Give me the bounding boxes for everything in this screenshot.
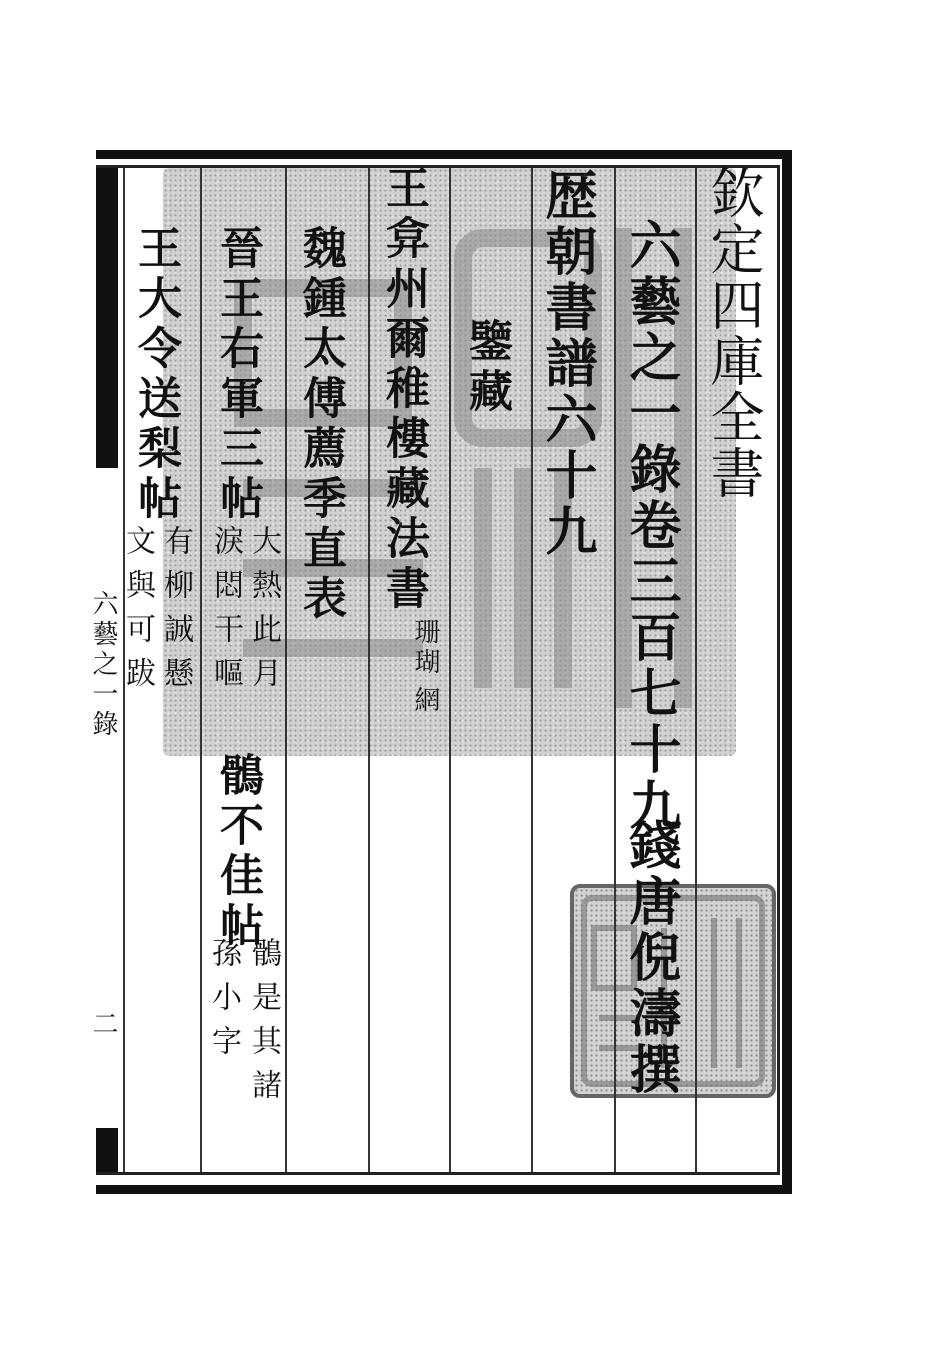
entry-title: 王弇州爾稚樓藏法書 xyxy=(378,165,429,615)
frame-inner-right-rule xyxy=(777,165,780,1175)
column-rule xyxy=(368,168,370,1172)
category-label: 鑒藏 xyxy=(461,318,512,418)
entry-title: 晉王右軍三帖 xyxy=(212,225,263,525)
column-rule xyxy=(449,168,451,1172)
entry-note: 大熱此月 xyxy=(246,525,281,701)
fold-title: 六藝之一錄 xyxy=(88,590,118,740)
entry-title: 王大令送梨帖 xyxy=(130,225,181,525)
entry-title: 鶻不佳帖 xyxy=(212,752,263,952)
section-line: 歴朝書譜六十九 xyxy=(536,168,597,560)
column-rule xyxy=(285,168,287,1172)
entry-note: 文與可跋 xyxy=(120,525,155,701)
entry-note: 鶻是其諸 xyxy=(246,937,281,1113)
author-line: 錢唐倪濤撰 xyxy=(620,818,681,1098)
fold-black-bar xyxy=(96,1128,118,1172)
entry-note: 珊瑚 xyxy=(410,618,440,678)
series-title: 欽定四庫全書 xyxy=(702,165,765,501)
entry-note: 網 xyxy=(410,686,440,716)
column-rule xyxy=(200,168,202,1172)
entry-note: 有柳誠懸 xyxy=(158,525,193,701)
book-volume-line: 六藝之一錄卷三百七十九 xyxy=(620,218,681,834)
column-rule xyxy=(531,168,533,1172)
fold-black-bar xyxy=(96,168,118,468)
column-rule xyxy=(614,168,616,1172)
page-number: 二 xyxy=(88,1010,118,1040)
column-rule xyxy=(695,168,697,1172)
entry-note: 孫小字 xyxy=(206,937,241,1069)
entry-title: 魏鍾太傅薦季直表 xyxy=(295,225,346,625)
frame-inner-bottom-rule xyxy=(96,1172,779,1175)
entry-note: 淚悶干嘔 xyxy=(208,525,243,701)
